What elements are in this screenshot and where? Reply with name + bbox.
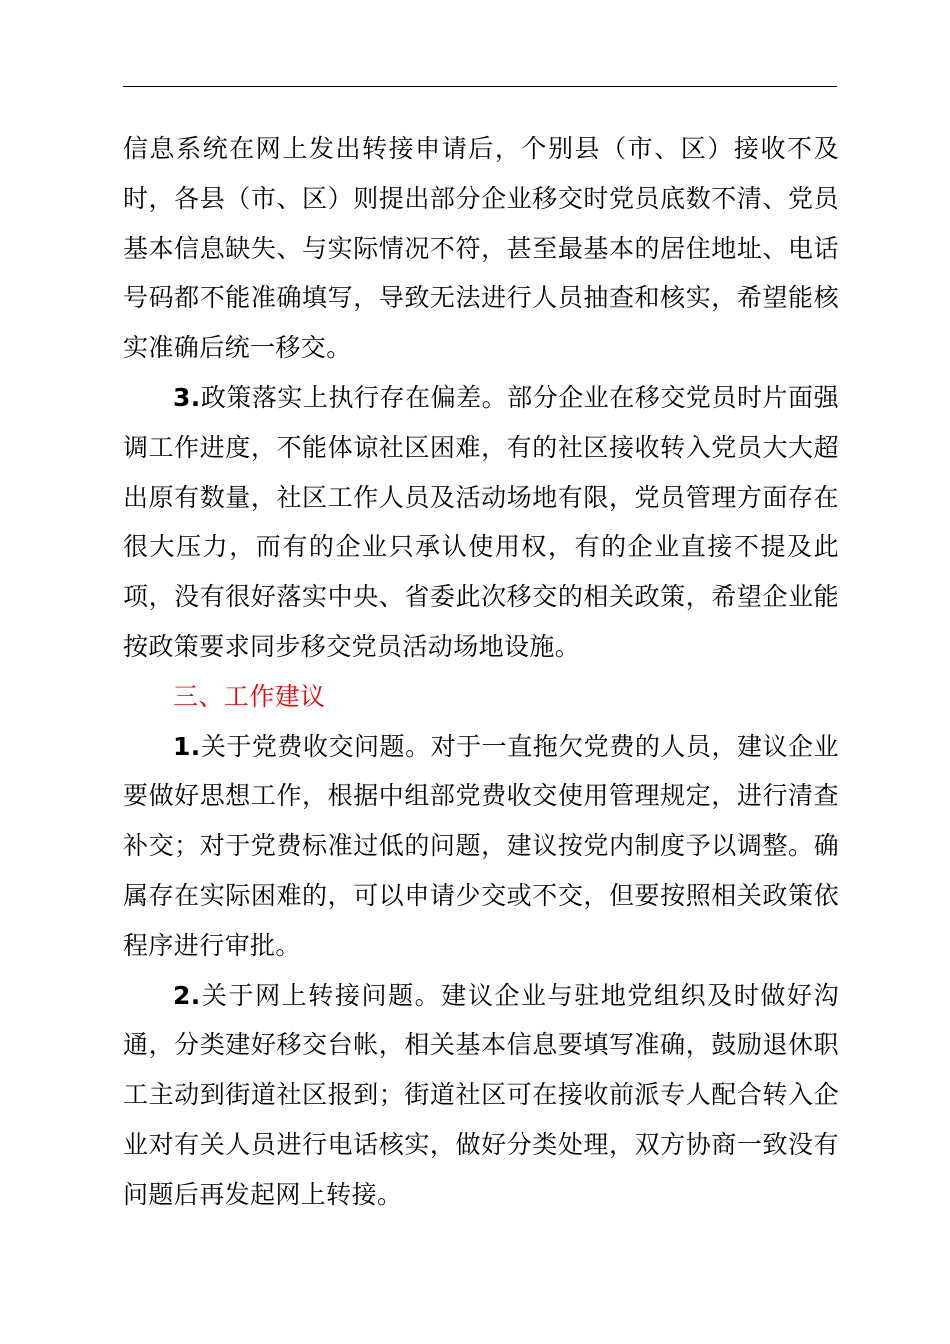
paragraph-text: 关于网上转接问题。建议企业与驻地党组织及时做好沟通，分类建好移交台帐，相关基本信息要填写准确，鼓励退休职工主动到街道社区报到；街道社区可在接收前派专人配合转入企业对有关人员进行电话核实，做好分类处理，双方协商一致没有问题后再发起网上转接。 bbox=[123, 980, 839, 1209]
paragraph-text: 政策落实上执行存在偏差。部分企业在移交党员时片面强调工作进度，不能体谅社区困难，有的社区接收转入党员大大超出原有数量，社区工作人员及活动场地有限，党员管理方面存在很大压力，而有的企业只承认使用权，有的企业直接不提及此项，没有很好落实中央、省委此次移交的相关政策，希望企业能按政策要求同步移交党员活动场地设施。 bbox=[123, 382, 839, 661]
paragraph-number: 2. bbox=[173, 980, 201, 1010]
paragraph-number: 1. bbox=[173, 731, 201, 761]
paragraph-party-dues bbox=[123, 722, 839, 971]
paragraph-policy-deviation bbox=[123, 373, 839, 672]
section-heading: 三、工作建议 bbox=[173, 681, 326, 711]
paragraph-text: 信息系统在网上发出转接申请后，个别县（市、区）接收不及时，各县（市、区）则提出部分企业移交时党员底数不清、党员基本信息缺失、与实际情况不符，甚至最基本的居住地址、电话号码都不能准确填写，导致无法进行人员抽查和核实，希望能核实准确后统一移交。 bbox=[123, 134, 839, 363]
paragraph-number: 3. bbox=[173, 382, 201, 412]
paragraph-continued bbox=[123, 124, 839, 373]
paragraph-online-transfer bbox=[123, 971, 839, 1220]
paragraph-text: 关于党费收交问题。对于一直拖欠党费的人员，建议企业要做好思想工作，根据中组部党费收交使用管理规定，进行清查补交；对于党费标准过低的问题，建议按党内制度予以调整。确属存在实际困难的，可以申请少交或不交，但要按照相关政策依程序进行审批。 bbox=[123, 731, 839, 960]
header-rule bbox=[123, 86, 837, 87]
document-body bbox=[123, 124, 839, 1220]
